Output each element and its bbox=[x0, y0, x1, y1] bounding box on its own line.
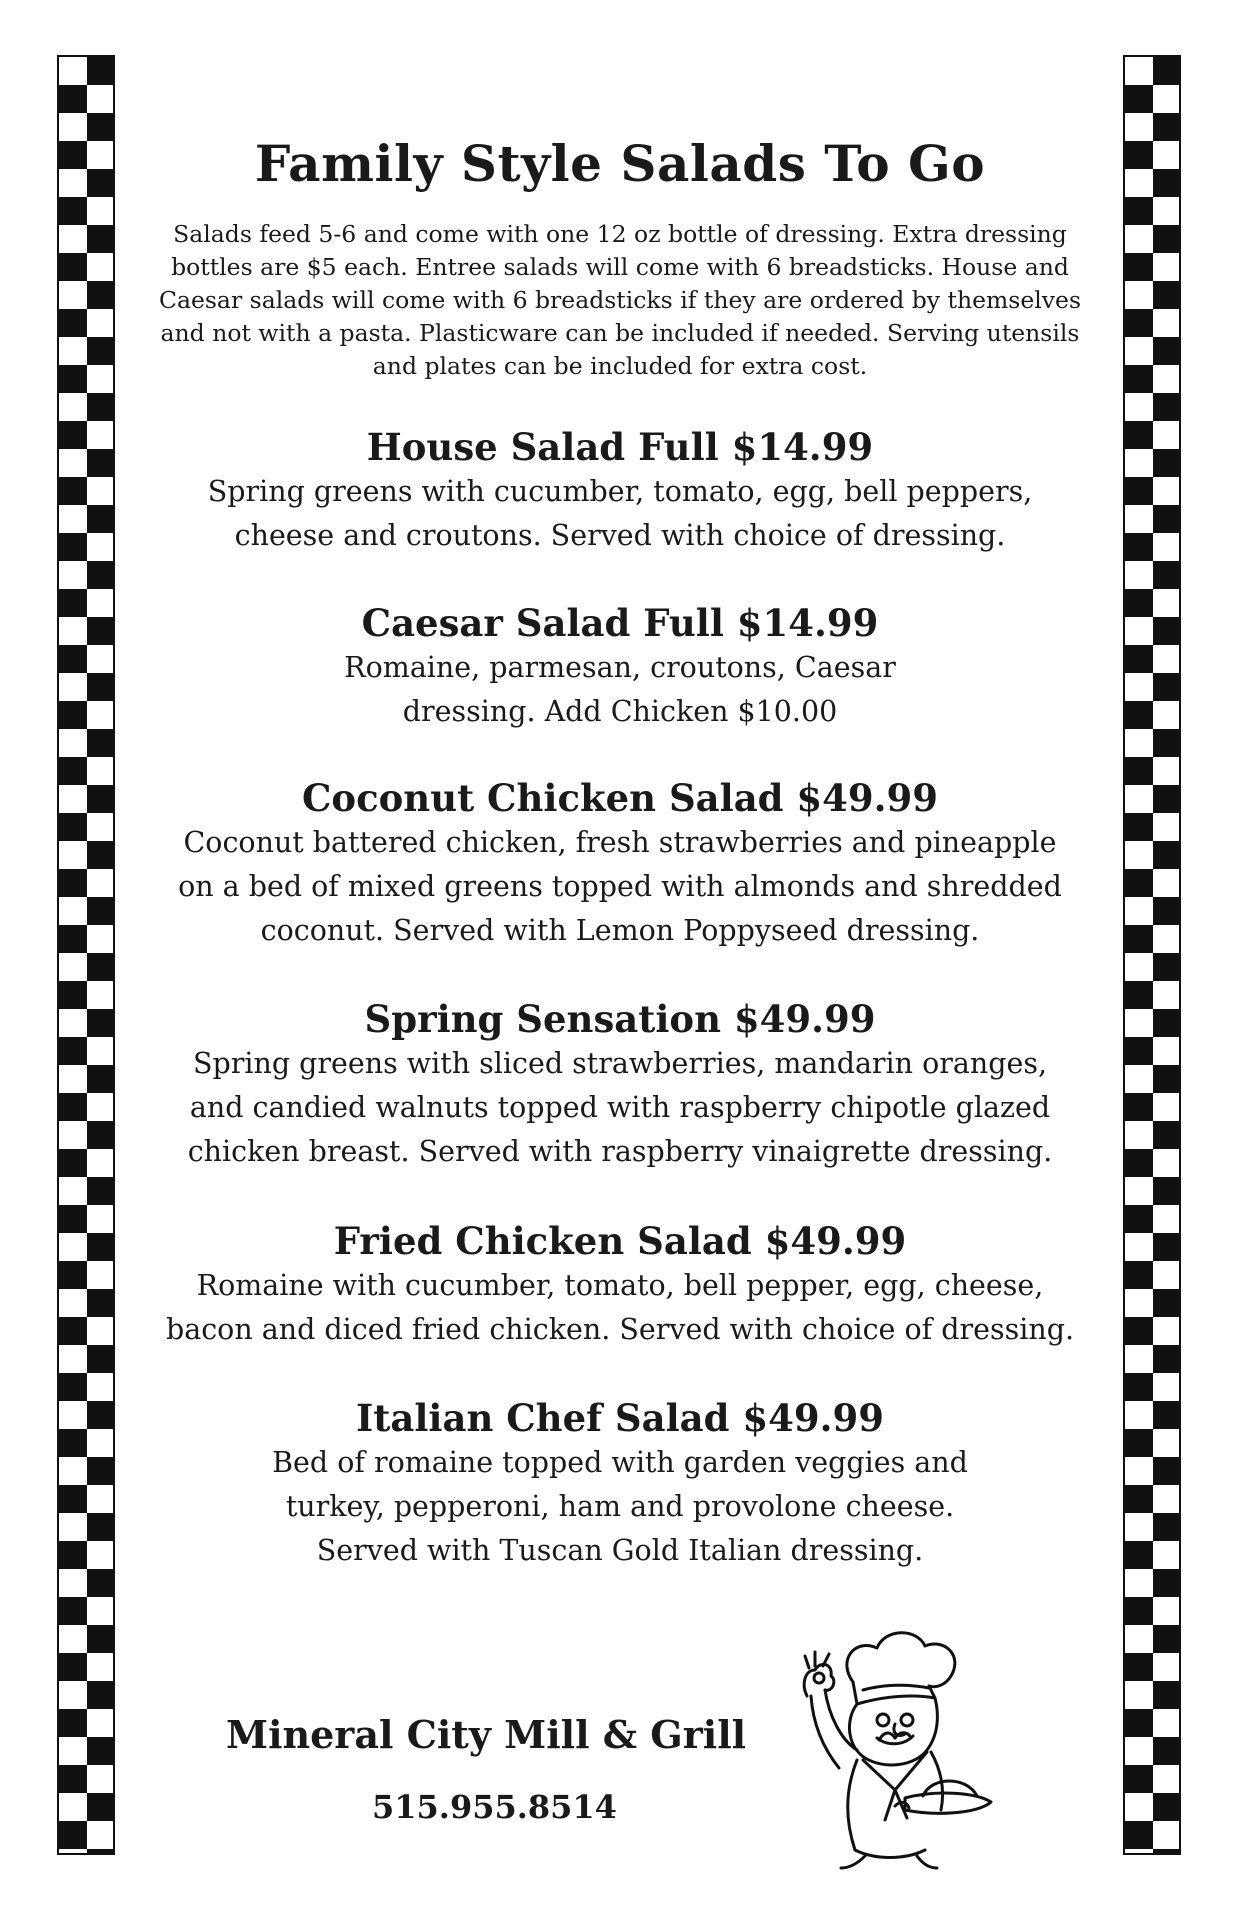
item-description bbox=[125, 821, 1115, 953]
menu-item-spring-sensation bbox=[125, 996, 1115, 1174]
menu-item-italian-chef-salad bbox=[125, 1395, 1115, 1573]
desc-line: Spring greens with sliced strawberries, mandarin oranges, bbox=[192, 1047, 1048, 1080]
item-title: Italian Chef Salad $49.99 bbox=[355, 1396, 884, 1440]
page-title: Family Style Salads To Go bbox=[254, 134, 986, 193]
left-checkered-border bbox=[57, 55, 115, 1855]
intro-line: Salads feed 5-6 and come with one 12 oz bottle of dressing. Extra dressing bbox=[173, 220, 1067, 248]
desc-line: on a bed of mixed greens topped with almonds and shredded bbox=[178, 870, 1062, 903]
item-title: Caesar Salad Full $14.99 bbox=[361, 601, 879, 645]
menu-item-fried-chicken-salad bbox=[125, 1218, 1115, 1352]
desc-line: Bed of romaine topped with garden veggies and bbox=[272, 1446, 968, 1479]
menu-item-caesar-salad bbox=[125, 600, 1115, 734]
item-description bbox=[125, 1441, 1115, 1573]
item-description bbox=[125, 1264, 1115, 1352]
desc-line: coconut. Served with Lemon Poppyseed dressing. bbox=[260, 914, 980, 947]
desc-line: cheese and croutons. Served with choice of dressing. bbox=[234, 519, 1006, 552]
intro-line: and plates can be included for extra cost. bbox=[372, 352, 868, 380]
desc-line: and candied walnuts topped with raspberry chipotle glazed bbox=[189, 1091, 1051, 1124]
intro-line: bottles are $5 each. Entree salads will come with 6 breadsticks. House and bbox=[171, 253, 1069, 281]
item-description bbox=[125, 470, 1115, 558]
chef-icon bbox=[745, 1620, 1005, 1870]
desc-line: Spring greens with cucumber, tomato, egg, bell peppers, bbox=[207, 475, 1033, 508]
desc-line: chicken breast. Served with raspberry vinaigrette dressing. bbox=[187, 1135, 1053, 1168]
right-checkered-border bbox=[1123, 55, 1181, 1855]
desc-line: Romaine with cucumber, tomato, bell pepper, egg, cheese, bbox=[196, 1269, 1044, 1302]
item-title: Coconut Chicken Salad $49.99 bbox=[301, 776, 939, 820]
menu-item-coconut-chicken-salad bbox=[125, 775, 1115, 953]
item-description bbox=[125, 646, 1115, 734]
phone-number: 515.955.8514 bbox=[372, 1788, 617, 1826]
intro-line: and not with a pasta. Plasticware can be included if needed. Serving utensils bbox=[160, 319, 1080, 347]
desc-line: Romaine, parmesan, croutons, Caesar bbox=[344, 651, 896, 684]
intro-line: Caesar salads will come with 6 breadsticks if they are ordered by themselves bbox=[158, 286, 1082, 314]
desc-line: Served with Tuscan Gold Italian dressing. bbox=[316, 1534, 924, 1567]
item-description bbox=[125, 1042, 1115, 1174]
intro-paragraph bbox=[125, 218, 1115, 383]
item-title: House Salad Full $14.99 bbox=[366, 425, 874, 469]
desc-line: turkey, pepperoni, ham and provolone cheese. bbox=[285, 1490, 955, 1523]
restaurant-name: Mineral City Mill & Grill bbox=[226, 1712, 747, 1757]
desc-line: dressing. Add Chicken $10.00 bbox=[402, 695, 838, 728]
desc-line: bacon and diced fried chicken. Served with choice of dressing. bbox=[165, 1313, 1075, 1346]
menu-item-house-salad bbox=[125, 424, 1115, 558]
item-title: Fried Chicken Salad $49.99 bbox=[333, 1219, 907, 1263]
desc-line: Coconut battered chicken, fresh strawberries and pineapple bbox=[183, 826, 1057, 859]
item-title: Spring Sensation $49.99 bbox=[364, 997, 876, 1041]
